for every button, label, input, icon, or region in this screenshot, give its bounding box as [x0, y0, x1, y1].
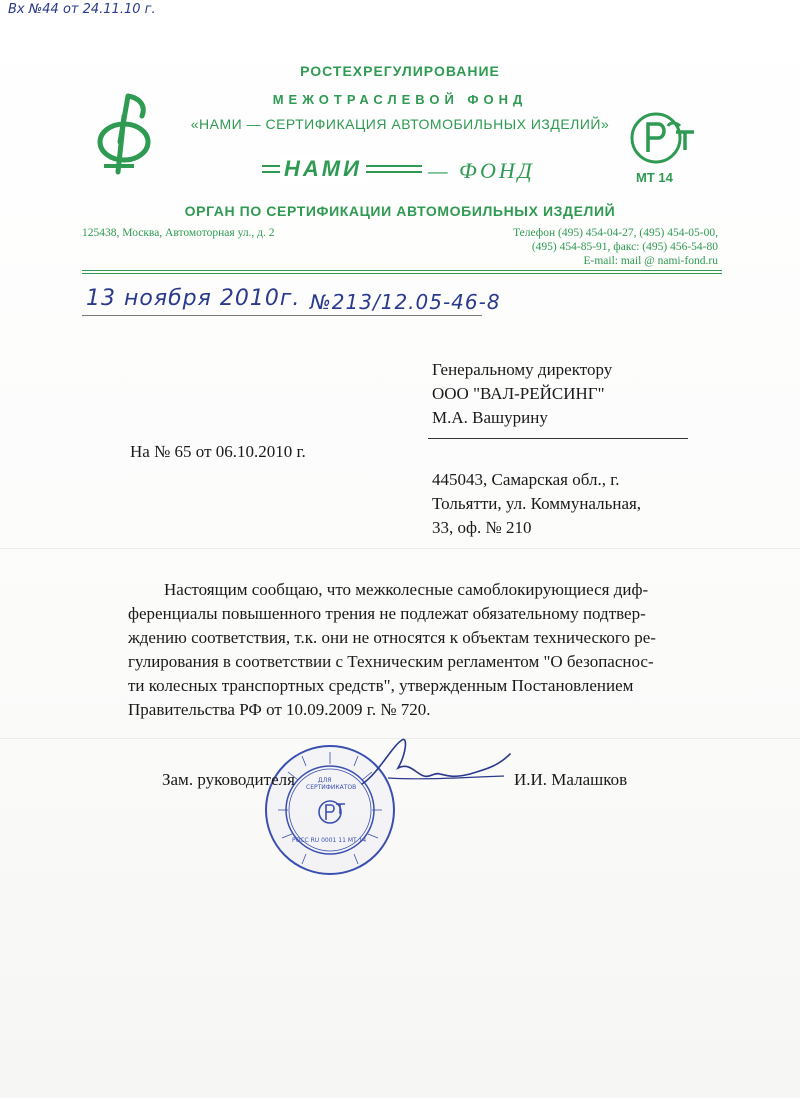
outgoing-date: 13 ноября 2010г.: [86, 286, 301, 311]
recipient-name: М.А. Вашурину: [432, 408, 548, 427]
recipient-divider: [428, 438, 688, 439]
brand-wordmark: [262, 156, 422, 182]
fold-line: [0, 548, 800, 549]
letterhead-line2: МЕЖОТРАСЛЕВОЙ ФОНД: [272, 92, 528, 107]
body-line: Правительства РФ от 10.09.2009 г. № 720.: [128, 700, 431, 719]
header-rule: [82, 273, 722, 274]
body-line: гулирования в соответствии с Техническим регламентом "О безопаснос-: [128, 652, 654, 671]
signatory-name: И.И. Малашков: [514, 770, 628, 789]
brand-name: НАМИ: [280, 156, 366, 182]
pct-mark: [628, 110, 698, 166]
letterhead-address: 125438, Москва, Автомоторная ул., д. 2: [82, 227, 275, 239]
svg-text:СЕРТИФИКАТОВ: СЕРТИФИКАТОВ: [306, 784, 357, 791]
outgoing-number: №213/12.05-46-8: [310, 290, 501, 314]
svg-text:ДЛЯ: ДЛЯ: [318, 777, 332, 784]
recipient-company: ООО "ВАЛ-РЕЙСИНГ": [432, 384, 605, 403]
header-rule: [82, 270, 722, 271]
signatory-position: Зам. руководителя: [162, 770, 295, 789]
body-line: ференциалы повышенного трения не подлежат обязательному подтвер-: [128, 604, 646, 623]
body-line: ти колесных транспортных средств", утвержденным Постановлением: [128, 676, 634, 695]
brand-suffix: — ФОНД: [428, 158, 535, 183]
letterhead-phone2: (495) 454-85-91, факс: (495) 456-54-80: [531, 241, 718, 253]
letterhead-line3: «НАМИ — СЕРТИФИКАЦИЯ АВТОМОБИЛЬНЫХ ИЗДЕЛИЙ»: [190, 116, 610, 132]
recipient-address-3: 33, оф. № 210: [432, 518, 532, 537]
letterhead-line4: ОРГАН ПО СЕРТИФИКАЦИИ АВТОМОБИЛЬНЫХ ИЗДЕЛИЙ: [184, 203, 616, 219]
incoming-registration-note: Вх №44 от 24.11.10 г.: [8, 2, 156, 17]
letterhead-line1: РОСТЕХРЕГУЛИРОВАНИЕ: [300, 63, 500, 79]
reference-line: На № 65 от 06.10.2010 г.: [130, 442, 306, 461]
pct-logo-icon: [628, 110, 698, 166]
letterhead-phone1: Телефон (495) 454-04-27, (495) 454-05-00,: [513, 227, 718, 239]
handwritten-signature: [358, 734, 518, 794]
recipient-address-1: 445043, Самарская обл., г.: [432, 470, 620, 489]
svg-text:РОСС RU 0001 11 МТ 14: РОСС RU 0001 11 МТ 14: [292, 837, 367, 844]
body-line: Настоящим сообщаю, что межколесные самоблокирующиеся диф-: [164, 580, 649, 599]
body-line: ждению соответствия, т.к. они не относятся к объектам технического ре-: [128, 628, 656, 647]
letterhead-email: E-mail: mail @ nami-fond.ru: [583, 255, 718, 267]
recipient-title: Генеральному директору: [432, 360, 613, 379]
date-underline: [82, 315, 482, 316]
recipient-address-2: Тольятти, ул. Коммунальная,: [432, 494, 642, 513]
pct-code: МТ 14: [636, 170, 673, 185]
